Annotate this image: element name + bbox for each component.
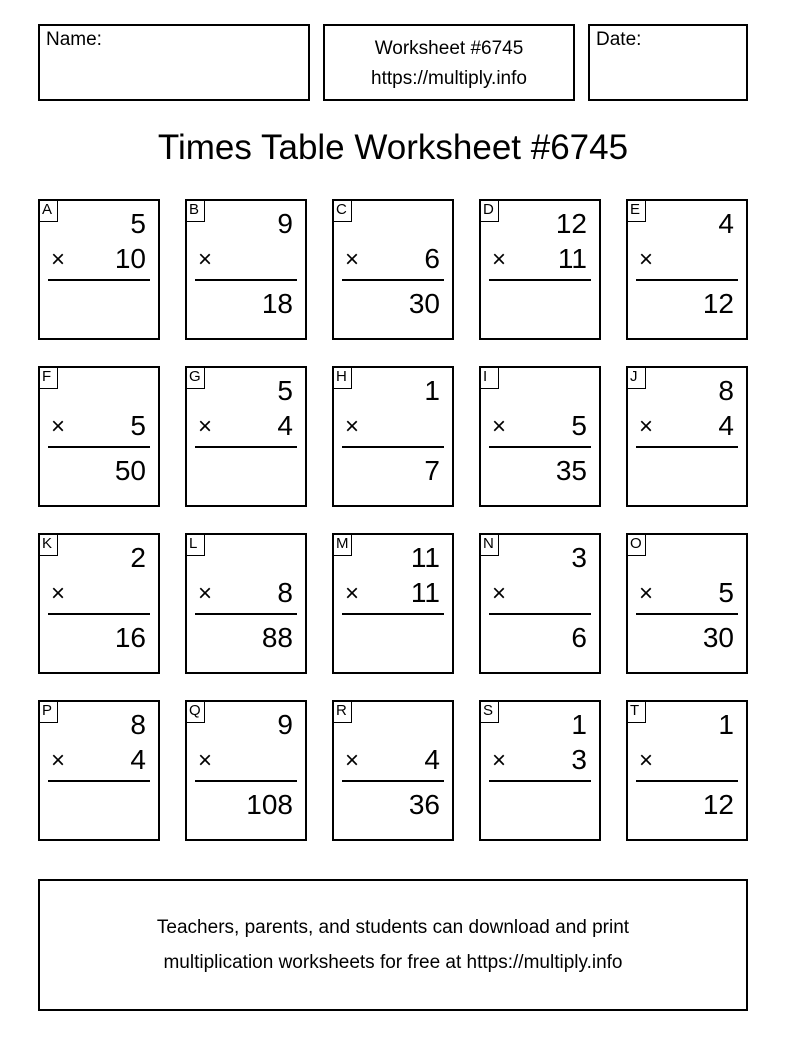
problem-letter: K <box>38 533 58 556</box>
answer-line <box>636 780 738 782</box>
problem-bottom-number: 4 <box>277 410 293 441</box>
multiply-sign: × <box>198 246 213 273</box>
answer-line <box>342 780 444 782</box>
multiply-sign: × <box>492 580 507 607</box>
multiply-sign: × <box>198 413 213 440</box>
problem-top-number: 1 <box>718 709 734 740</box>
problem-bottom-number: 4 <box>130 744 146 775</box>
problem-letter: J <box>626 366 646 389</box>
answer-line <box>48 780 150 782</box>
multiply-sign: × <box>198 747 213 774</box>
answer-line <box>195 780 297 782</box>
problem-letter: N <box>479 533 499 556</box>
problem-letter: P <box>38 700 58 723</box>
multiply-sign: × <box>492 747 507 774</box>
problem-box <box>626 366 748 507</box>
problem-letter: F <box>38 366 58 389</box>
answer-line <box>489 279 591 281</box>
footer-text-line-2: multiplication worksheets for free at https://multiply.info <box>163 952 623 973</box>
multiply-sign: × <box>345 580 360 607</box>
problem-top-number: 5 <box>277 375 293 406</box>
problem-top-number: 9 <box>277 709 293 740</box>
answer-line <box>195 446 297 448</box>
problem-box <box>185 366 307 507</box>
multiply-sign: × <box>492 413 507 440</box>
problem-letter: Q <box>185 700 205 723</box>
answer-line <box>342 613 444 615</box>
multiply-sign: × <box>51 747 66 774</box>
multiply-sign: × <box>51 413 66 440</box>
problem-box <box>626 199 748 340</box>
multiply-sign: × <box>51 246 66 273</box>
problem-top-number: 9 <box>277 208 293 239</box>
problem-box <box>332 533 454 674</box>
problem-box <box>38 199 160 340</box>
problem-answer: 88 <box>261 622 293 653</box>
worksheet-site-url: https://multiply.info <box>371 68 527 89</box>
multiply-sign: × <box>51 580 66 607</box>
problem-box <box>185 199 307 340</box>
problem-bottom-number: 5 <box>718 577 734 608</box>
problem-box <box>332 700 454 841</box>
multiply-sign: × <box>345 747 360 774</box>
footer-box <box>38 879 748 1011</box>
problem-answer: 30 <box>408 288 440 319</box>
page-title: Times Table Worksheet #6745 <box>157 128 629 167</box>
problem-answer: 7 <box>424 455 440 486</box>
problem-top-number: 4 <box>718 208 734 239</box>
problem-letter: A <box>38 199 58 222</box>
problem-box <box>479 199 601 340</box>
multiply-sign: × <box>345 246 360 273</box>
answer-line <box>636 446 738 448</box>
problem-letter: H <box>332 366 352 389</box>
problem-answer: 35 <box>555 455 587 486</box>
answer-line <box>636 279 738 281</box>
problem-top-number: 1 <box>571 709 587 740</box>
problem-letter: E <box>626 199 646 222</box>
problem-answer: 50 <box>114 455 146 486</box>
multiply-sign: × <box>198 580 213 607</box>
multiply-sign: × <box>345 413 360 440</box>
problem-top-number: 12 <box>555 208 587 239</box>
multiply-sign: × <box>639 413 654 440</box>
answer-line <box>489 613 591 615</box>
problem-top-number: 8 <box>130 709 146 740</box>
problem-box <box>185 533 307 674</box>
problem-answer: 6 <box>571 622 587 653</box>
answer-line <box>48 446 150 448</box>
problem-answer: 12 <box>702 288 734 319</box>
footer-text-line-1: Teachers, parents, and students can download and print <box>156 917 630 938</box>
problem-letter: R <box>332 700 352 723</box>
problem-top-number: 3 <box>571 542 587 573</box>
problem-answer: 18 <box>261 288 293 319</box>
problem-letter: S <box>479 700 499 723</box>
problem-top-number: 2 <box>130 542 146 573</box>
problem-answer: 12 <box>702 789 734 820</box>
problem-bottom-number: 4 <box>424 744 440 775</box>
problem-letter: C <box>332 199 352 222</box>
answer-line <box>195 279 297 281</box>
problem-bottom-number: 4 <box>718 410 734 441</box>
answer-line <box>48 613 150 615</box>
problem-bottom-number: 11 <box>557 243 587 274</box>
problem-letter: M <box>332 533 352 556</box>
answer-line <box>342 279 444 281</box>
answer-line <box>195 613 297 615</box>
problem-box <box>38 533 160 674</box>
problem-bottom-number: 5 <box>130 410 146 441</box>
problem-top-number: 8 <box>718 375 734 406</box>
problem-letter: B <box>185 199 205 222</box>
problem-box <box>38 700 160 841</box>
problem-letter: L <box>185 533 205 556</box>
problem-bottom-number: 10 <box>114 243 146 274</box>
problem-top-number: 1 <box>424 375 440 406</box>
name-label: Name: <box>46 29 102 50</box>
multiply-sign: × <box>492 246 507 273</box>
problem-answer: 36 <box>408 789 440 820</box>
problem-letter: G <box>185 366 205 389</box>
problem-top-number: 5 <box>130 208 146 239</box>
problem-box <box>38 366 160 507</box>
answer-line <box>342 446 444 448</box>
problem-box <box>332 199 454 340</box>
worksheet-number: Worksheet #6745 <box>374 38 524 59</box>
problem-letter: T <box>626 700 646 723</box>
problem-bottom-number: 6 <box>424 243 440 274</box>
multiply-sign: × <box>639 747 654 774</box>
problem-box <box>479 533 601 674</box>
answer-line <box>48 279 150 281</box>
problem-box <box>479 366 601 507</box>
problem-answer: 108 <box>246 789 293 820</box>
problem-letter: I <box>479 366 499 389</box>
multiply-sign: × <box>639 246 654 273</box>
problem-box <box>626 533 748 674</box>
problem-bottom-number: 11 <box>410 577 440 608</box>
problem-box <box>332 366 454 507</box>
problem-answer: 30 <box>702 622 734 653</box>
problem-bottom-number: 5 <box>571 410 587 441</box>
date-label: Date: <box>596 29 642 50</box>
problem-letter: D <box>479 199 499 222</box>
answer-line <box>489 446 591 448</box>
problem-bottom-number: 3 <box>571 744 587 775</box>
problem-answer: 16 <box>114 622 146 653</box>
multiply-sign: × <box>639 580 654 607</box>
answer-line <box>636 613 738 615</box>
problem-box <box>185 700 307 841</box>
answer-line <box>489 780 591 782</box>
problem-box <box>626 700 748 841</box>
problem-top-number: 11 <box>410 542 440 573</box>
problem-bottom-number: 8 <box>277 577 293 608</box>
problem-letter: O <box>626 533 646 556</box>
problem-box <box>479 700 601 841</box>
